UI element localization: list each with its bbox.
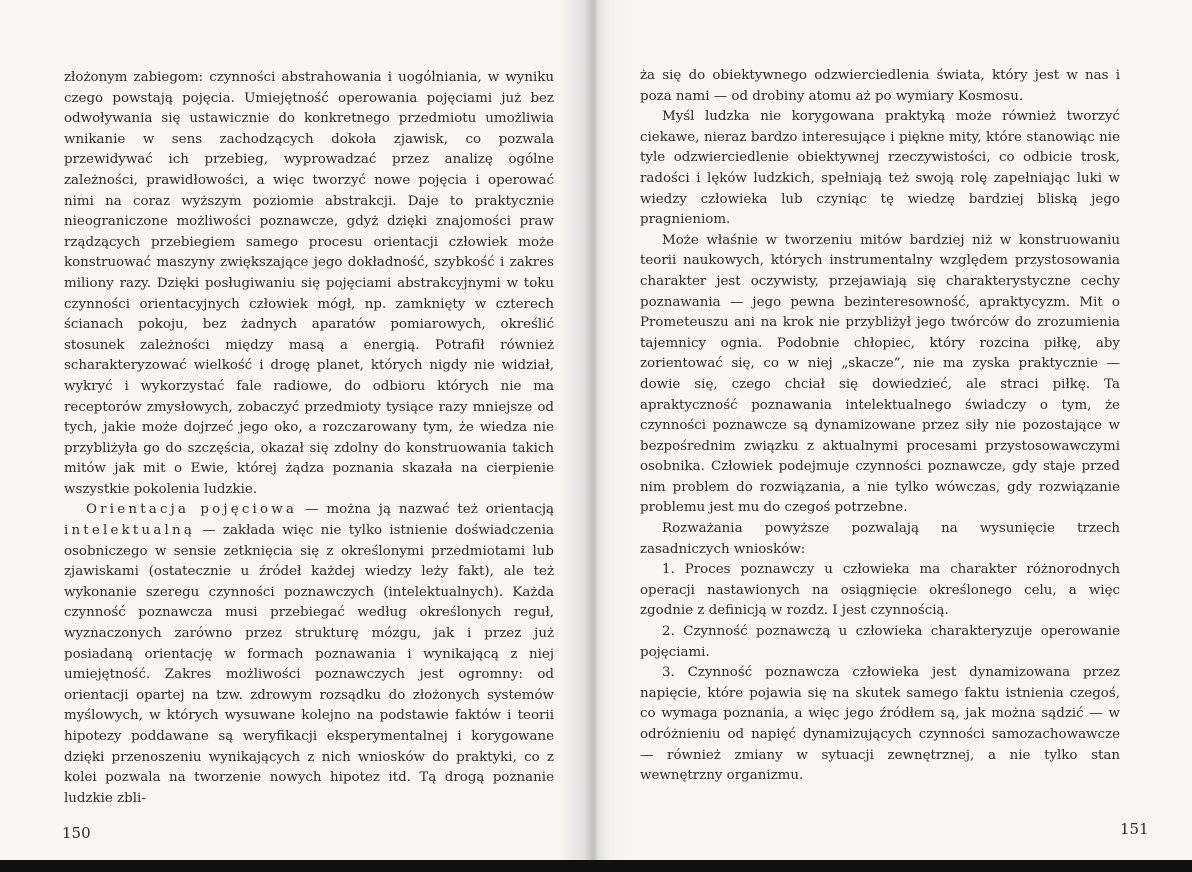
orientacja-text-1: — można ją nazwać też orientacją (297, 502, 555, 518)
conclusion-2: 2. Czynność poznawczą u człowieka charakteryzuje operowanie pojęciami. (640, 624, 1120, 660)
conclusion-1: 1. Proces poznawczy u człowieka ma charakter różnorodnych operacji nastawionych na osiągnięcie określonego celu, a więc zgodnie z definicją w rozdz. I jest czynnością. (640, 562, 1120, 619)
conclusion-3: 3. Czynność poznawcza człowieka jest dynamizowana przez napięcie, które pojawia się na skutek samego faktu istnienia czegoś, co wymaga poznania, a więc jego źródłem są, jak można sądzić — w odróżnieniu od napięć dynamizujących czynności samozachowawcze — również zmiany w sytuacji zewnętrznej, a nie tylko stan wewnętrzny organizmu. (640, 665, 1120, 784)
page-number-left: 150 (62, 824, 91, 842)
term-intelektualna: intelektualną (64, 523, 196, 539)
right-page-text (640, 66, 1120, 787)
right-paragraph-4: Rozważania powyższe pozwalają na wysunięcie trzech zasadniczych wniosków: (640, 521, 1120, 557)
orientacja-text-2: — zakłada więc nie tylko istnienie doświadczenia osobniczego w sensie zetknięcia się z określonymi przedmiotami lub zjawiskami (ostatecznie u źródeł każdej wiedzy leży fakt), ale też wykonanie szeregu czynności poznawczych (intelektualnych). Każda czynność poznawcza musi przebiegać według określonych reguł, wyznaczonych zarówno przez strukturę mózgu, jak i przez już posiadaną orientację w formach poznawania i wynikającą z niej umiejętność. Zakres możliwości poznawczych jest ogromny: od orientacji opartej na tzw. zdrowym rozsądku do złożonych systemów myślowych, w których wysuwane kolejno na podstawie faktów i teorii hipotezy poddawane są weryfikacji eksperymentalnej i korygowane dzięki przenoszeniu wynikających z nich wniosków do praktyki, co z kolei pozwala na tworzenie nowych hipotez itd. Tą drogą poznanie ludzkie zbli- (64, 523, 554, 806)
scan-bottom-edge (0, 860, 1192, 872)
right-paragraph-3: Może właśnie w tworzeniu mitów bardziej niż w konstruowaniu teorii naukowych, których instrumentalny względem przystosowania charakter jest oczywisty, przejawiają się charakterystyczne cechy poznawania — jego pewna bezinteresowność, apraktycyzm. Mit o Prometeuszu ani na krok nie przybliżył jego twórców do zrozumienia tajemnicy ognia. Podobnie chłopiec, który rozcina piłkę, aby zorientować się, co w niej „skacze”, nie ma zyska praktycznie — dowie się, czego chciał się dowiedzieć, ale straci piłkę. Ta apraktyczność poznawania intelektualnego świadczy o tym, że czynności poznawcze są dynamizowane przez siły nie pozostające w bezpośrednim związku z aktualnymi procesami przystosowawczymi osobnika. Człowiek podejmuje czynności poznawcze, gdy staje przed nim problem do rozwiązania, a nie tylko wówczas, gdy rozwiązanie problemu jest mu do czegoś potrzebne. (640, 232, 1120, 516)
left-paragraph-orientacja (64, 500, 554, 809)
term-orientacja-pojeciowa: Orientacja pojęciowa (86, 502, 298, 518)
right-paragraph-2: Myśl ludzka nie korygowana praktyką może również tworzyć ciekawe, nieraz bardzo interesujące i piękne mity, które stanowiąc nie tyle odzwierciedlenie obiektywnej rzeczywistości, co odbicie trosk, radości i lęków ludzkich, spełniają też swoją rolę zapełniając luki w wiedzy człowieka lub czyniąc tę wiedzę bardziej bliską jego pragnieniom. (640, 109, 1120, 228)
left-page-text (64, 68, 554, 809)
page-number-right: 151 (1120, 820, 1149, 838)
left-paragraph-1: złożonym zabiegom: czynności abstrahowania i uogólniania, w wyniku czego powstają pojęcia. Umiejętność operowania pojęciami już bez odwoływania się ustawicznie do konkretnego przedmiotu umożliwia wnikanie w sens zachodzących dokoła zjawisk, co pozwala przewidywać ich przebieg, wyprowadzać przez analizę ogólne zależności, prawidłowości, a więc tworzyć nowe pojęcia i operować nimi na coraz wyższym poziomie abstrakcji. Daje to praktycznie nieograniczone możliwości poznawcze, gdyż dzięki znajomości praw rządzących przebiegiem samego procesu orientacji człowiek może konstruować maszyny zwiększające jego dokładność, szybkość i zakres miliony razy. Dzięki posługiwaniu się pojęciami abstrakcyjnymi w toku czynności orientacyjnych człowiek mógł, np. zamknięty w czterech ścianach pokoju, bez żadnych aparatów pomiarowych, określić stosunek zależności między masą a energią. Potrafił również scharakteryzować wielkość i drogę planet, których nigdy nie widział, wykryć i wykorzystać fale radiowe, do odbioru których nie ma receptorów zmysłowych, zobaczyć przedmioty tysiące razy mniejsze od tych, jakie może dojrzeć jego oko, a rozczarowany tym, że wiedza nie przybliżyła go do szczęścia, okazał się zdolny do konstruowania takich mitów jak mit o Ewie, której żądza poznania skazała na cierpienie wszystkie pokolenia ludzkie. (64, 70, 554, 497)
right-paragraph-1: ża się do obiektywnego odzwierciedlenia świata, który jest w nas i poza nami — od drobiny atomu aż po wymiary Kosmosu. (640, 68, 1120, 104)
book-gutter-shadow (560, 0, 630, 872)
